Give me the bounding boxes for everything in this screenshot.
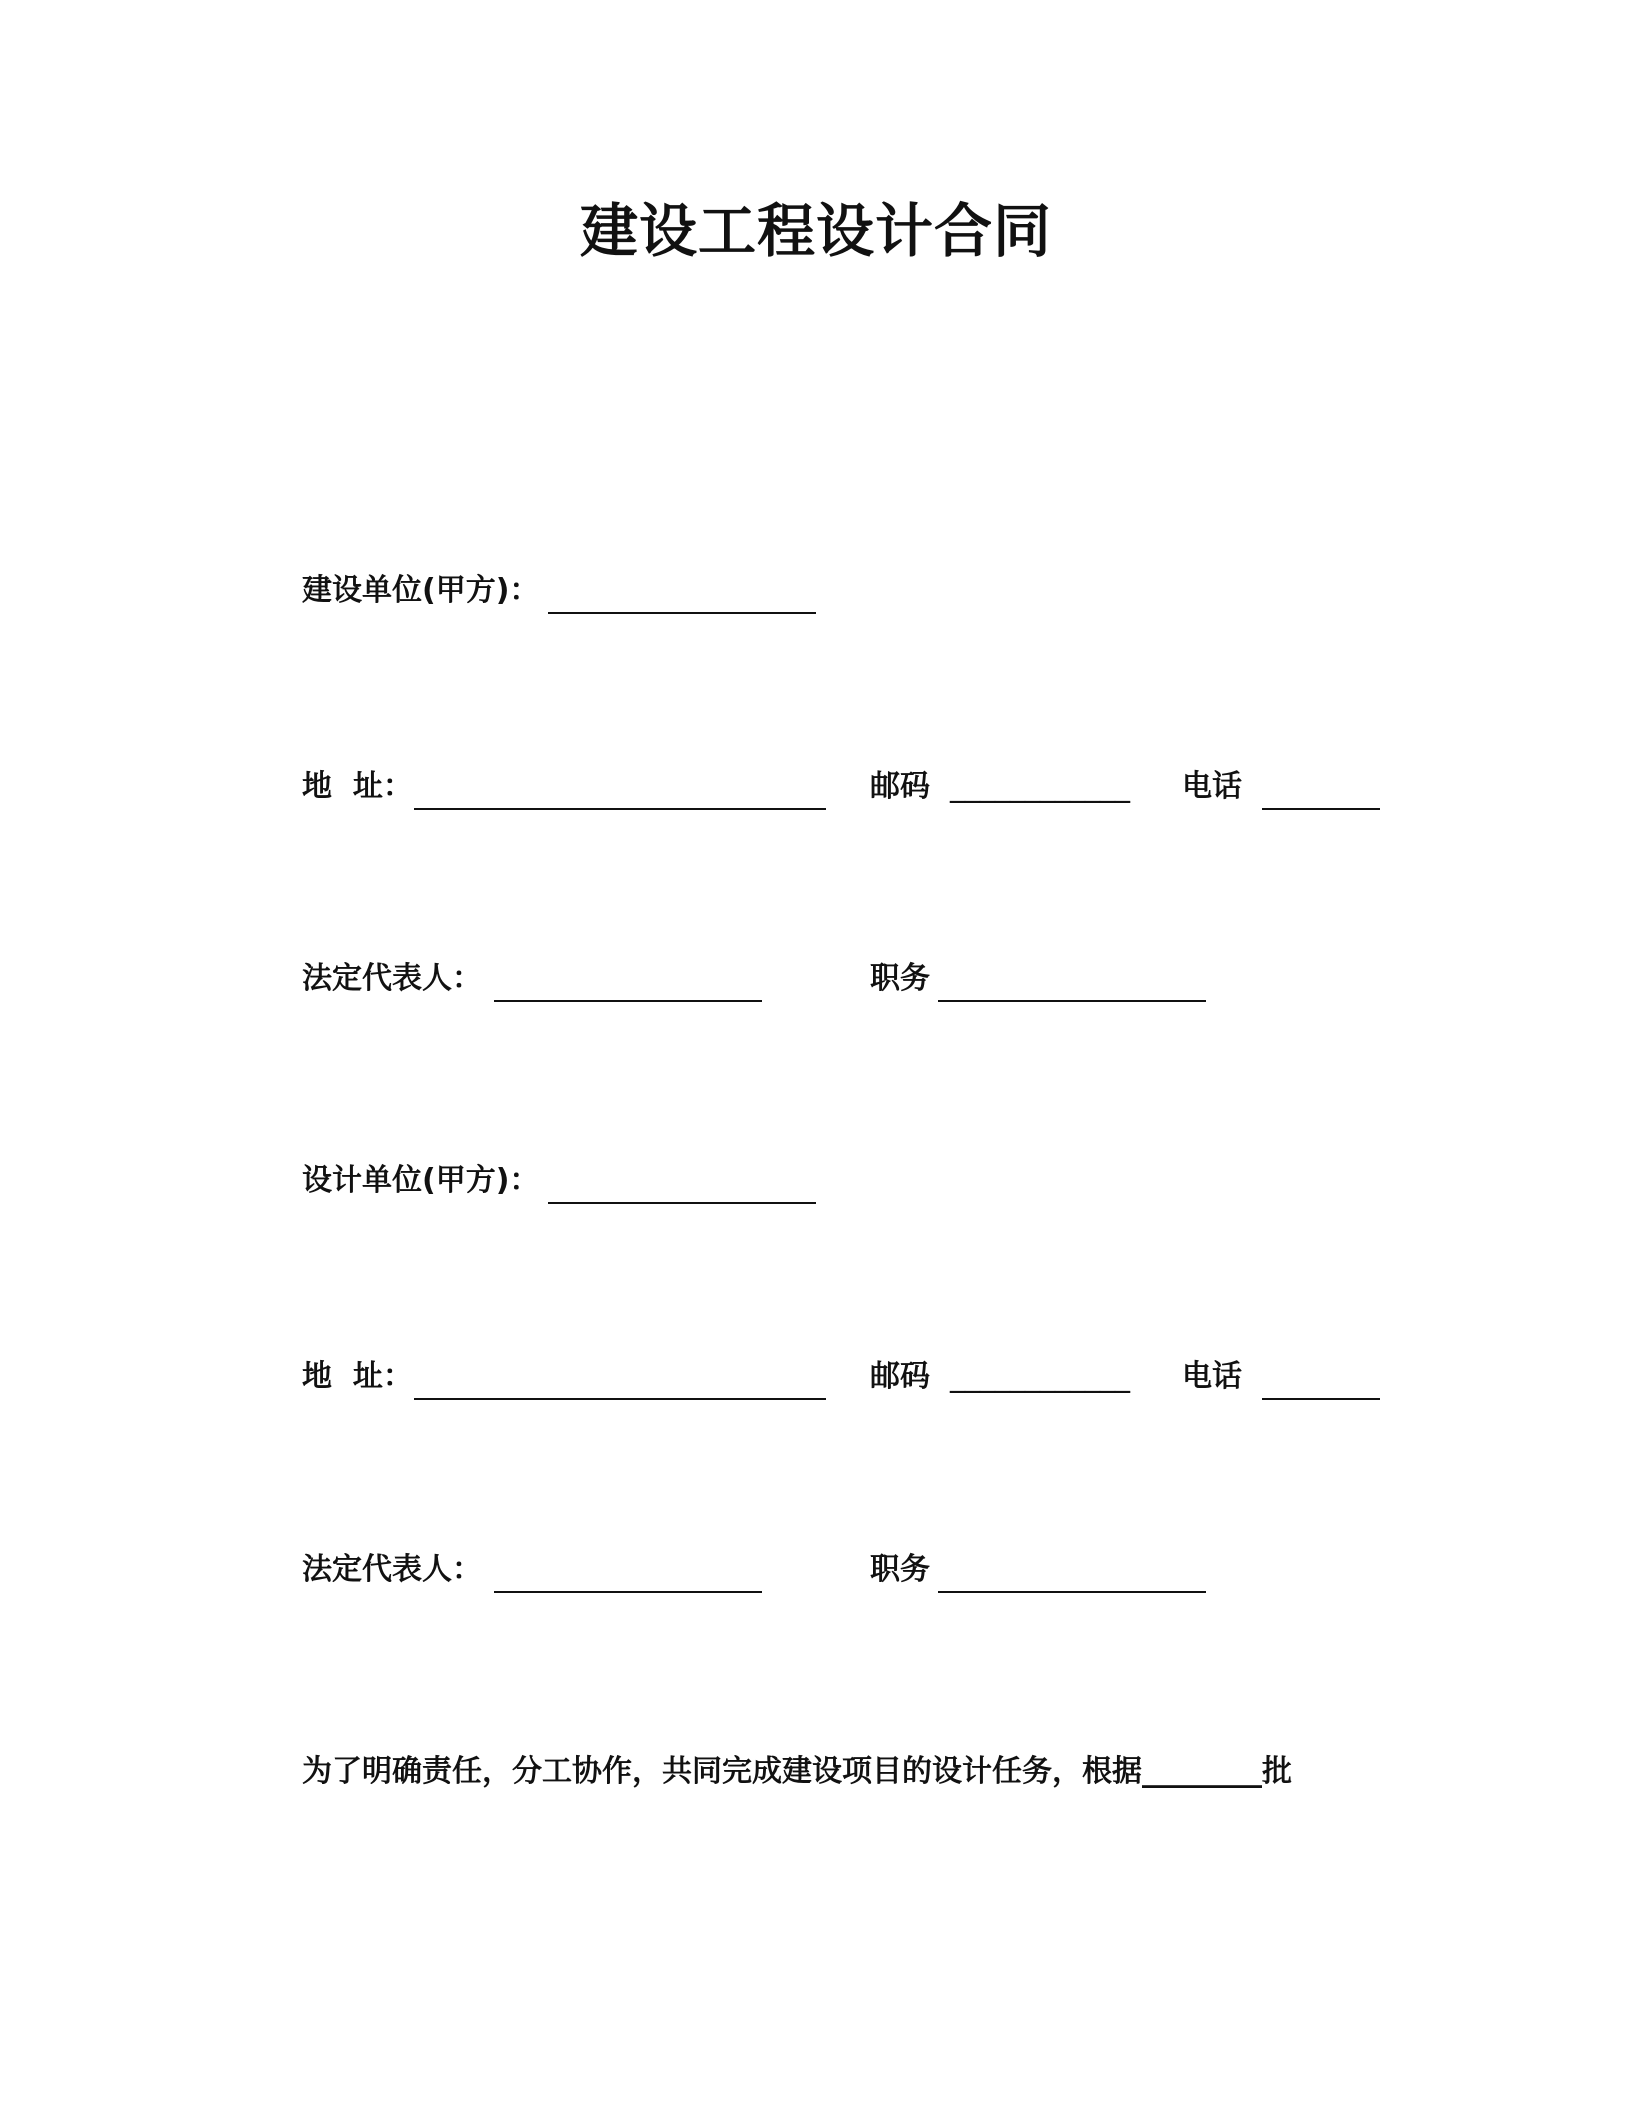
client-unit-field[interactable] [548, 612, 816, 614]
client-position-label: 职务 [870, 961, 930, 996]
designer-unit-label: 设计单位(甲方)： [302, 1163, 540, 1198]
designer-legal-rep-label: 法定代表人： [302, 1552, 482, 1587]
designer-unit-field[interactable] [548, 1202, 816, 1204]
client-phone-label: 电话 [1182, 769, 1242, 804]
designer-position-field[interactable] [938, 1591, 1206, 1593]
designer-postcode-field[interactable]: ____________ [950, 1359, 1130, 1394]
designer-legal-rep-field[interactable] [494, 1591, 762, 1593]
preamble-text: 为了明确责任，分工协作，共同完成建设项目的设计任务，根据________批 [302, 1754, 1292, 1789]
designer-position-label: 职务 [870, 1552, 930, 1587]
designer-postcode-label: 邮码 [870, 1359, 930, 1394]
client-position-field[interactable] [938, 1000, 1206, 1002]
designer-phone-label: 电话 [1182, 1359, 1242, 1394]
document-title: 建设工程设计合同 [579, 197, 1052, 265]
designer-address-field[interactable] [414, 1398, 826, 1400]
client-postcode-label: 邮码 [870, 769, 930, 804]
client-address-label: 地 址： [302, 769, 413, 804]
designer-phone-field[interactable] [1262, 1398, 1380, 1400]
client-postcode-field[interactable]: ____________ [950, 769, 1130, 804]
client-legal-rep-field[interactable] [494, 1000, 762, 1002]
client-phone-field[interactable] [1262, 808, 1380, 810]
designer-address-label: 地 址： [302, 1359, 413, 1394]
client-address-field[interactable] [414, 808, 826, 810]
client-legal-rep-label: 法定代表人： [302, 961, 482, 996]
client-unit-label: 建设单位(甲方)： [302, 573, 540, 608]
